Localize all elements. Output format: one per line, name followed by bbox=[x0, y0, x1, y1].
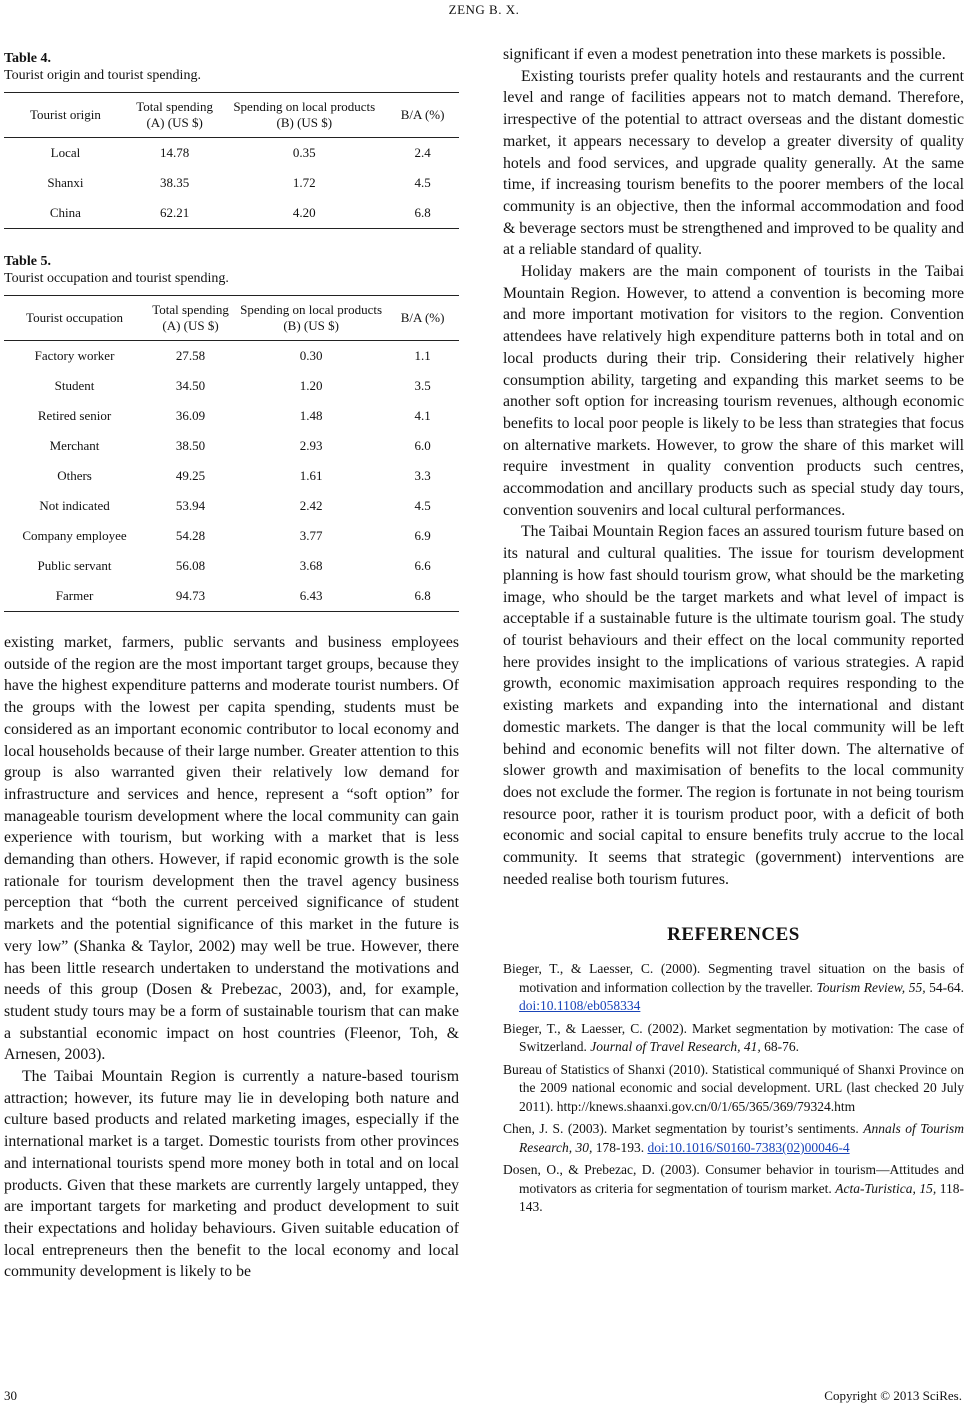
table-row bbox=[4, 521, 459, 551]
table-cell: 4.20 bbox=[222, 198, 386, 229]
table-cell: Shanxi bbox=[47, 175, 84, 190]
table-cell: 2.4 bbox=[414, 145, 431, 160]
table-cell: 1.48 bbox=[299, 408, 323, 423]
table5-header-total: Total spending (A) (US $) bbox=[145, 296, 236, 341]
table-row bbox=[4, 371, 459, 401]
table-cell: 0.30 bbox=[299, 348, 323, 363]
reference-text: Bureau of Statistics of Shanxi (2010). Statistical communiqué of Shanxi Province on the 2009 national economic and social development. URL (last checked 20 July 2011). http://knews.shaanxi.gov.cn/0/1/65/365/369/79324.htm bbox=[503, 1061, 964, 1114]
table-row bbox=[4, 168, 459, 198]
table-cell: 4.1 bbox=[414, 408, 431, 423]
page-number: 30 bbox=[4, 1388, 17, 1403]
table-cell: 27.58 bbox=[175, 348, 206, 363]
table-cell: 3.3 bbox=[414, 468, 431, 483]
table-cell: 6.9 bbox=[414, 528, 431, 543]
table-cell: 1.1 bbox=[414, 348, 431, 363]
body-paragraph: The Taibai Mountain Region faces an assured tourism future based on its natural and cultural qualities. The issue for tourism development planning is how fast should tourism grow, what should be the marketing image, who should be the target markets and what level of impact is acceptable if a sustainable future is the ultimate tourism goal. The study of tourist behaviours and their effect on the local community reported here provides insight to the implications of various strategies. A rapid growth, economic maximisation approach requires responding to the existing markets and expanding into the international and distant domestic markets. The danger is that the local community will be left behind and economic benefits will not filter down. The alternative of slower growth and maximisation of benefits to the local community does not exclude the former. The region is fortunate in not being tourism resource poor, rather it is tourism product poor, with a deficit of both economic and social capital to ensure benefits truly accrue to the local community. It seems that strategic (government) interventions are needed realise both tourism futures. bbox=[503, 523, 964, 888]
table-cell: 3.5 bbox=[414, 378, 431, 393]
table-cell: Not indicated bbox=[39, 498, 110, 513]
reference-text: 68-76. bbox=[760, 1039, 799, 1055]
table5 bbox=[4, 295, 459, 612]
table-row bbox=[4, 341, 459, 372]
reference-text: Dosen, O., & Prebezac, D. (2003). Consumer behavior in tourism—Attitudes and motivators as criteria for segmentation of tourism market. bbox=[503, 1162, 964, 1196]
table-cell: 3.68 bbox=[299, 558, 323, 573]
table-cell: 94.73 bbox=[145, 581, 236, 612]
reference-journal: Tourism Review, 55, bbox=[816, 979, 926, 995]
table-cell: Retired senior bbox=[37, 408, 112, 423]
table-cell: Merchant bbox=[49, 438, 100, 453]
table-cell: Local bbox=[50, 145, 81, 160]
reference-text: 178-193. bbox=[592, 1139, 648, 1155]
table4-caption: Tourist origin and tourist spending. bbox=[4, 68, 201, 83]
body-paragraph: Existing tourists prefer quality hotels and restaurants and the current level and range of facilities appears not to match demand. Therefore, irrespective of the potential to attract overseas and the distant domestic market, it appears necessary to develop a greater diversity of quality hotels and food services, and upgrade quality generally. At the same time, if increasing tourism benefits to the poorer members of the local community is an objective, then the informal accommodation and food & beverage sectors must be strengthened and improved to be quality and at a reliable standard of quality. bbox=[503, 67, 964, 259]
body-paragraph: The Taibai Mountain Region is currently a nature-based tourism attraction; however, its future may lie in developing both nature and culture based products and related marketing images, especially if the international market is a target. Domestic tourists from other provinces and international tourists spend more money both in total and on local products. Given that these markets are currently largely untapped, they are important targets for marketing and product development to suit their expectations and holiday behaviours. Given suitable education of local entrepreneurs then the benefit to the local economy and local community development is likely to be bbox=[4, 1068, 459, 1281]
left-column bbox=[4, 50, 459, 1283]
table-cell: 6.0 bbox=[414, 438, 431, 453]
table-row bbox=[4, 551, 459, 581]
table-cell: 6.6 bbox=[414, 558, 431, 573]
table5-caption: Tourist occupation and tourist spending. bbox=[4, 271, 229, 286]
table-cell: 0.35 bbox=[292, 145, 316, 160]
table-cell: 6.8 bbox=[386, 581, 459, 612]
table-cell: 62.21 bbox=[127, 198, 223, 229]
reference-text: Bieger, T., & Laesser, C. (2002). Market segmentation by motivation: The case of Switzerland. bbox=[503, 1020, 964, 1055]
running-head: ZENG B. X. bbox=[448, 2, 520, 17]
table-row bbox=[4, 461, 459, 491]
table4-title: Table 4. bbox=[4, 51, 51, 66]
table-cell: 4.5 bbox=[414, 175, 431, 190]
table5-title: Table 5. bbox=[4, 254, 51, 269]
table4-header-ratio: B/A (%) bbox=[386, 93, 459, 138]
reference-text: Bieger, T., & Laesser, C. (2000). Segmenting travel situation on the basis of motivation and information collection by the traveller. bbox=[503, 961, 964, 995]
table-cell: 6.8 bbox=[386, 198, 459, 229]
table-cell: 2.93 bbox=[299, 438, 323, 453]
reference-item bbox=[503, 1161, 964, 1217]
table5-header-occupation: Tourist occupation bbox=[4, 296, 145, 341]
table-row bbox=[4, 581, 459, 612]
body-paragraph: significant if even a modest penetration into these markets is possible. bbox=[503, 46, 946, 63]
table-cell: Farmer bbox=[4, 581, 145, 612]
reference-journal: Acta-Turistica, 15, bbox=[835, 1180, 937, 1196]
body-paragraph: existing market, farmers, public servants and business employees outside of the region are the most important target groups, because they have the highest expenditure patterns and moderate tourist numbers. Of the groups with the lowest per capita spending, students must be considered as an important economic contributor to local economy and local households because of their large number. Greater attention to this group is also warranted given their relatively low demand for infrastructure and services and hence, represent a “soft option” for manageable tourism development where the local community can gain experience with tourism, but working with a market that is less demanding than others. However, if rapid economic growth is the sole rationale for tourism development then the travel agency business perception that “both the current perceived significance of student markets and the potential significance of this market in the future is very low” (Shanka & Taylor, 2002) may well be true. However, there has been little research undertaken to understand the motivations and needs of this group (Dosen & Prebezac, 2003), and, for example, student study tours may be a form of sustainable tourism that can make a substantial economic impact on host countries (Fleenor, Toh, & Arnesen, 2003). bbox=[4, 634, 459, 1064]
table5-header-ratio: B/A (%) bbox=[386, 296, 459, 341]
table-row bbox=[4, 138, 459, 169]
table-cell: 1.72 bbox=[292, 175, 316, 190]
table4-header-local: Spending on local products (B) (US $) bbox=[222, 93, 386, 138]
table-cell: China bbox=[4, 198, 127, 229]
reference-journal: Journal of Travel Research, 41, bbox=[590, 1039, 761, 1055]
reference-text: 118-143. bbox=[519, 1180, 964, 1215]
reference-text: Chen, J. S. (2003). Market segmentation by tourist’s sentiments. bbox=[503, 1121, 864, 1137]
table4-header-total: Total spending (A) (US $) bbox=[127, 93, 223, 138]
table-cell: 49.25 bbox=[175, 468, 206, 483]
table-cell: 38.50 bbox=[175, 438, 206, 453]
table-cell: 54.28 bbox=[175, 528, 206, 543]
table-cell: 53.94 bbox=[175, 498, 206, 513]
reference-item bbox=[503, 1120, 964, 1157]
references-list bbox=[503, 960, 964, 1217]
table-cell: Company employee bbox=[22, 528, 127, 543]
copyright-notice: Copyright © 2013 SciRes. bbox=[824, 1388, 962, 1403]
table-cell: 34.50 bbox=[175, 378, 206, 393]
reference-item bbox=[503, 1061, 964, 1117]
table-cell: Others bbox=[57, 468, 92, 483]
reference-text: 54-64. bbox=[925, 979, 965, 995]
table-cell: 1.20 bbox=[299, 378, 323, 393]
table-cell: 38.35 bbox=[159, 175, 190, 190]
table4-header-origin: Tourist origin bbox=[4, 93, 127, 138]
table-cell: 14.78 bbox=[159, 145, 190, 160]
body-paragraph: Holiday makers are the main component of tourists in the Taibai Mountain Region. However, to attend a convention is becoming more and more important motivation for visitors to the region. Convention attendees have relatively high expenditure patterns both in total and on local products during their trip. Considering their relatively higher consumption ability, targeting and expanding this market seems to be another soft option for increasing tourism revenues, although economic benefits to local poor people is likely to be less than strategies that focus on alternative markets. However, to grow the share of this market will require investment in quality convention products such centres, accommodation and ancillary products such as special study day tours, convention souvenirs and local cultural performances. bbox=[503, 263, 964, 519]
table-cell: 4.5 bbox=[414, 498, 431, 513]
reference-item bbox=[503, 1020, 964, 1057]
table-cell: 1.61 bbox=[299, 468, 323, 483]
table-row bbox=[4, 431, 459, 461]
table-cell: 36.09 bbox=[175, 408, 206, 423]
table-cell: Factory worker bbox=[34, 348, 115, 363]
references-heading: REFERENCES bbox=[667, 924, 800, 946]
table-row bbox=[4, 491, 459, 521]
table-cell: 6.43 bbox=[236, 581, 386, 612]
table-row bbox=[4, 198, 459, 229]
doi-link[interactable]: doi:10.1016/S0160-7383(02)00046-4 bbox=[647, 1139, 850, 1155]
table-row bbox=[4, 401, 459, 431]
table-cell: Student bbox=[54, 378, 95, 393]
table-cell: 56.08 bbox=[175, 558, 206, 573]
table-cell: Public servant bbox=[37, 558, 112, 573]
table4 bbox=[4, 92, 459, 229]
doi-link[interactable]: doi:10.1108/eb058334 bbox=[519, 998, 641, 1014]
table-cell: 3.77 bbox=[299, 528, 323, 543]
table5-header-local: Spending on local products (B) (US $) bbox=[236, 296, 386, 341]
reference-journal: Annals of Tourism Research, 30, bbox=[519, 1121, 965, 1155]
right-column bbox=[503, 46, 965, 1221]
table-cell: 2.42 bbox=[299, 498, 323, 513]
reference-item bbox=[503, 960, 964, 1016]
